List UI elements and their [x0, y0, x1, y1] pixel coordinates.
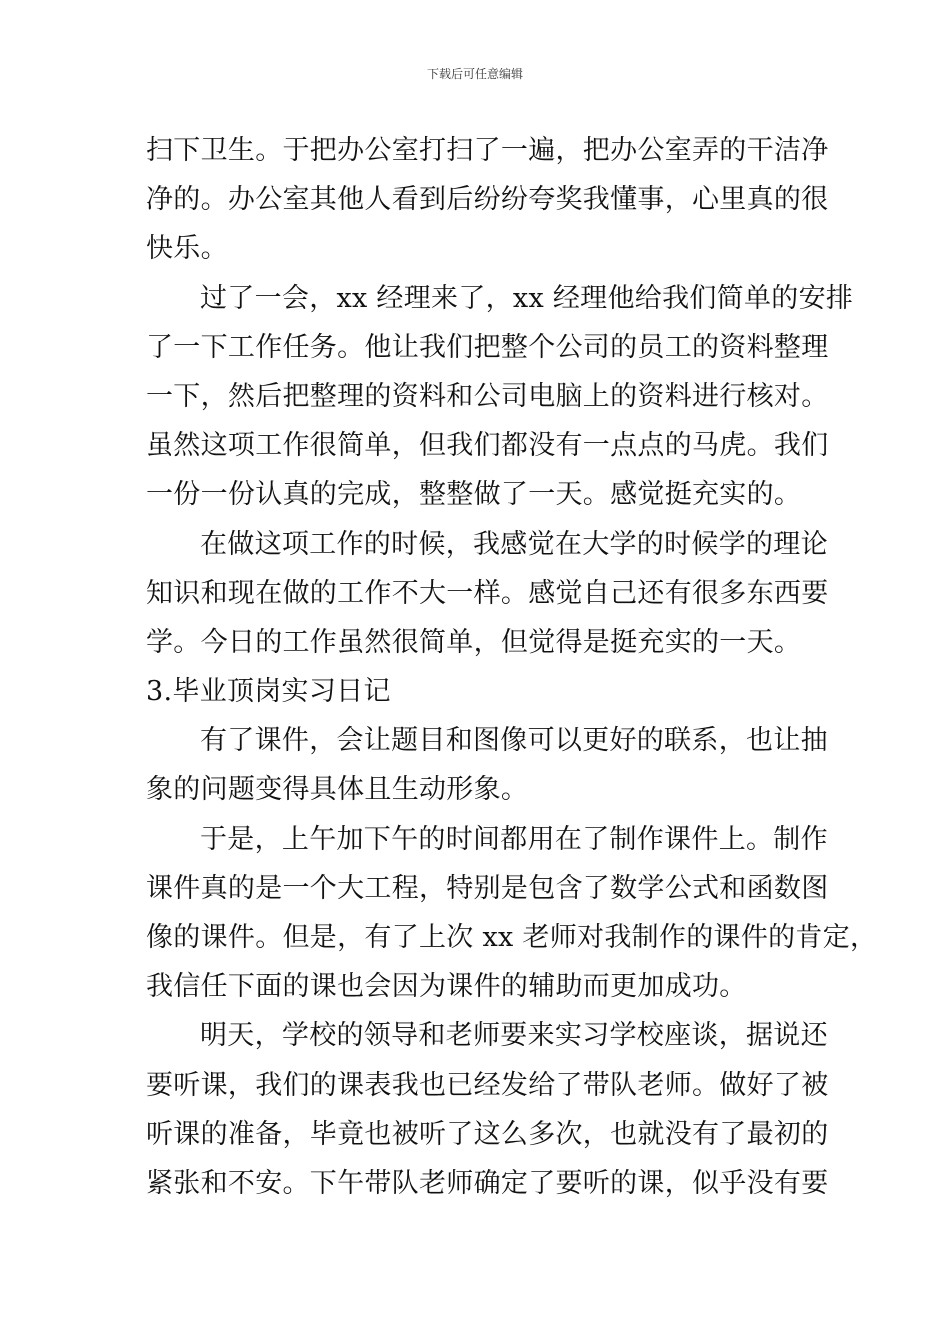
paragraph-first-line: 过了一会，xx 经理来了，xx 经理他给我们简单的安排 [200, 282, 854, 314]
text-line: 快乐。 [146, 233, 228, 265]
text-line: 知识和现在做的工作不大一样。感觉自己还有很多东西要 [146, 577, 829, 609]
text-line: 扫下卫生。于把办公室打扫了一遍，把办公室弄的干洁净 [146, 135, 829, 166]
text-line: 虽然这项工作很简单，但我们都没有一点点的马虎。我们 [146, 430, 829, 462]
text-line: 一份一份认真的完成，整整做了一天。感觉挺充实的。 [146, 479, 802, 511]
text-line: 要听课，我们的课表我也已经发给了带队老师。做好了被 [146, 1069, 829, 1101]
text-line: 听课的准备，毕竟也被听了这么多次，也就没有了最初的 [146, 1118, 829, 1150]
body-text [146, 126, 878, 1208]
text-line: 了一下工作任务。他让我们把整个公司的员工的资料整理 [146, 331, 829, 363]
text-line: 一下，然后把整理的资料和公司电脑上的资料进行核对。 [146, 380, 829, 412]
paragraph-first-line: 于是，上午加下午的时间都用在了制作课件上。制作 [200, 823, 828, 855]
page-header: 下载后可任意编辑 [426, 67, 523, 81]
text-line: 我信任下面的课也会因为课件的辅助而更加成功。 [146, 971, 747, 1003]
text-line: 学。今日的工作虽然很简单，但觉得是挺充实的一天。 [146, 626, 802, 658]
text-line: 紧张和不安。下午带队老师确定了要听的课，似乎没有要 [146, 1167, 829, 1199]
paragraph-first-line: 在做这项工作的时候，我感觉在大学的时候学的理论 [200, 528, 828, 560]
text-line: 象的问题变得具体且生动形象。 [146, 774, 529, 806]
text-line: 像的课件。但是，有了上次 xx 老师对我制作的课件的肯定， [146, 922, 878, 953]
section-heading: 3.毕业顶岗实习日记 [146, 676, 391, 708]
text-line: 净的。办公室其他人看到后纷纷夸奖我懂事，心里真的很 [146, 184, 829, 216]
paragraph-first-line: 明天，学校的领导和老师要来实习学校座谈，据说还 [200, 1020, 828, 1052]
text-line: 课件真的是一个大工程，特别是包含了数学公式和函数图 [146, 872, 829, 904]
paragraph-first-line: 有了课件，会让题目和图像可以更好的联系，也让抽 [200, 725, 828, 757]
